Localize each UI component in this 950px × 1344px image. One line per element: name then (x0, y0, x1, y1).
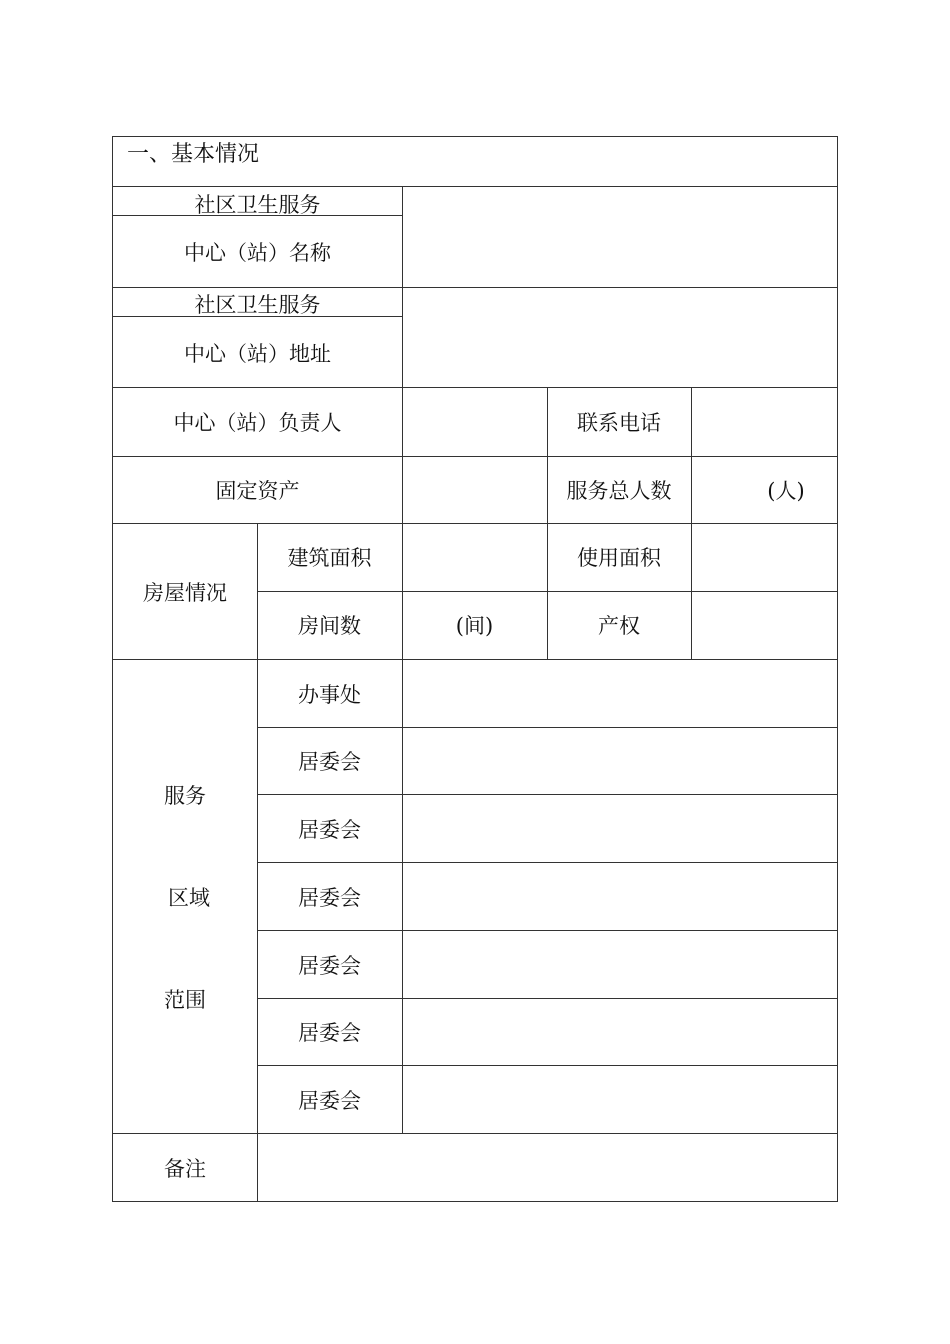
usable-area-label: 使用面积 (577, 546, 661, 570)
phone-label: 联系电话 (577, 411, 661, 435)
service-area-label-2: 区域 (168, 886, 210, 910)
committee-label: 居委会 (298, 1021, 361, 1045)
row-divider (257, 727, 837, 728)
service-area-label-3: 范围 (164, 988, 206, 1012)
committee-label: 居委会 (298, 818, 361, 842)
housing-label: 房屋情况 (143, 581, 227, 605)
row-divider (257, 794, 837, 795)
row-divider (113, 659, 837, 660)
committee-label: 居委会 (298, 750, 361, 774)
row-divider (257, 1065, 837, 1066)
section-title: 一、基本情况 (127, 142, 260, 167)
row-divider (113, 1133, 837, 1134)
row-divider (257, 998, 837, 999)
building-area-label: 建筑面积 (287, 546, 372, 570)
basic-info-form (112, 136, 838, 1202)
total-served-label: 服务总人数 (566, 479, 672, 503)
center-name-label-line1: 社区卫生服务 (194, 193, 321, 217)
center-name-label-line2: 中心（站）名称 (184, 241, 331, 265)
committee-label: 居委会 (298, 1089, 361, 1113)
row-divider (113, 523, 837, 524)
col-divider (691, 387, 692, 659)
committee-label: 居委会 (298, 954, 361, 978)
center-address-label-line2: 中心（站）地址 (184, 342, 331, 366)
remarks-label: 备注 (164, 1157, 206, 1181)
people-unit: (人) (767, 479, 805, 503)
property-rights-label: 产权 (598, 614, 640, 638)
row-divider (113, 287, 837, 288)
fixed-assets-label: 固定资产 (215, 479, 300, 503)
committee-label: 居委会 (298, 886, 361, 910)
room-count-label: 房间数 (298, 614, 361, 638)
col-divider (402, 186, 403, 1133)
row-divider (257, 862, 837, 863)
manager-label: 中心（站）负责人 (173, 411, 342, 435)
row-divider (257, 930, 837, 931)
row-divider (113, 186, 837, 187)
center-address-label-line1: 社区卫生服务 (194, 293, 321, 317)
room-unit: (间) (455, 614, 494, 638)
service-area-label-1: 服务 (164, 784, 206, 808)
row-divider (113, 387, 837, 388)
row-divider (113, 456, 837, 457)
office-label: 办事处 (298, 683, 361, 707)
